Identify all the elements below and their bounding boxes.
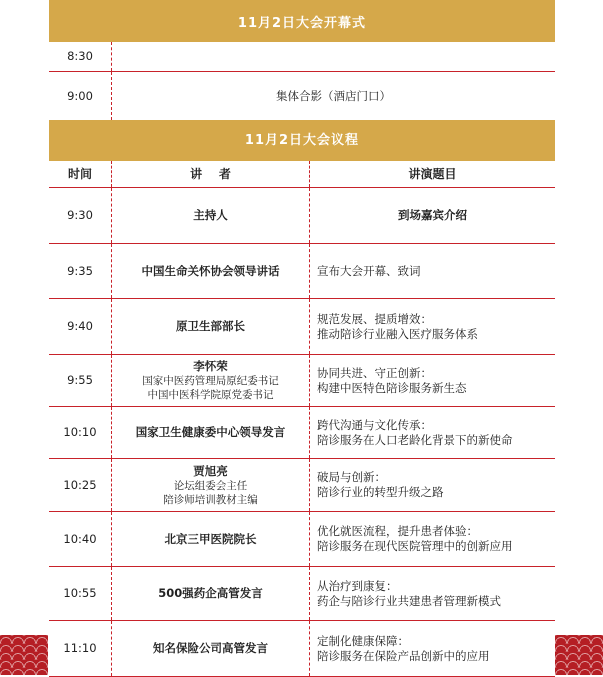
row-time: 10:10 [49, 407, 112, 458]
row-speaker [112, 244, 310, 298]
header-time: 时间 [49, 161, 112, 187]
speaker-title: 国家中医药管理局原纪委书记 [142, 375, 279, 387]
table-header [49, 161, 555, 188]
speaker-name: 李怀荣 [193, 359, 228, 373]
row-topic [310, 567, 555, 620]
topic-line: 陪诊服务在人口老龄化背景下的新使命 [317, 432, 513, 447]
row-time: 9:35 [49, 244, 112, 298]
opening-banner: 11月2日大会开幕式 [49, 0, 555, 42]
row-time: 10:55 [49, 567, 112, 620]
speaker-title: 陪诊师培训教材主编 [163, 493, 258, 506]
topic-line: 协同共进、守正创新： [317, 365, 432, 380]
speaker-name: 北京三甲医院院长 [164, 531, 257, 546]
table-row [49, 512, 555, 567]
speaker-name: 500强药企高管发言 [158, 586, 263, 600]
row-speaker [112, 188, 310, 243]
opening-row [49, 42, 555, 72]
agenda-table [49, 188, 555, 677]
speaker-name: 贾旭亮 [193, 463, 228, 478]
table-row [49, 244, 555, 299]
agenda-document [49, 0, 555, 677]
row-speaker [112, 512, 310, 566]
speaker-title: 论坛组委会主任 [173, 479, 248, 492]
row-topic [310, 621, 555, 676]
topic-line: 优化就医流程，提升患者体验： [317, 524, 478, 538]
row-time: 9:40 [49, 299, 112, 354]
speaker-name: 原卫生部部长 [176, 319, 245, 333]
opening-time: 9:00 [49, 72, 112, 120]
agenda-banner: 11月2日大会议程 [49, 120, 555, 161]
table-row [49, 621, 555, 677]
topic-line: 推动陪诊行业融入医疗服务体系 [317, 326, 478, 341]
topic-line: 到场嘉宾介绍 [398, 208, 467, 222]
topic-line: 定制化健康保障： [317, 633, 409, 648]
table-row [49, 299, 555, 355]
row-topic [310, 459, 555, 511]
row-topic [310, 244, 555, 298]
row-speaker [112, 407, 310, 458]
speaker-name: 中国生命关怀协会领导讲话 [141, 263, 280, 278]
topic-line: 陪诊行业的转型升级之路 [317, 485, 444, 499]
topic-line: 跨代沟通与文化传承： [317, 417, 432, 432]
row-time: 10:40 [49, 512, 112, 566]
topic-line: 构建中医特色陪诊服务新生态 [317, 380, 467, 395]
speaker-name: 主持人 [193, 208, 228, 222]
topic-line: 破局与创新： [317, 470, 386, 484]
opening-content [112, 42, 555, 71]
row-speaker [112, 355, 310, 406]
speaker-title: 中国中医科学院原党委书记 [147, 389, 274, 401]
row-topic [310, 512, 555, 566]
row-time: 9:30 [49, 188, 112, 243]
topic-line: 陪诊服务在保险产品创新中的应用 [317, 648, 490, 663]
speaker-name: 知名保险公司高管发言 [153, 641, 268, 655]
table-row [49, 567, 555, 621]
opening-time: 8:30 [49, 42, 112, 71]
corner-pattern-left [0, 635, 48, 675]
topic-line: 宣布大会开幕、致词 [317, 263, 421, 278]
table-row [49, 459, 555, 512]
opening-row [49, 72, 555, 120]
row-topic [310, 355, 555, 406]
table-row [49, 188, 555, 244]
row-time: 10:25 [49, 459, 112, 511]
row-speaker [112, 459, 310, 511]
row-speaker [112, 299, 310, 354]
table-row [49, 355, 555, 407]
topic-line: 陪诊服务在现代医院管理中的创新应用 [317, 539, 513, 553]
row-speaker [112, 621, 310, 676]
row-topic [310, 299, 555, 354]
row-speaker [112, 567, 310, 620]
row-time: 9:55 [49, 355, 112, 406]
topic-line: 药企与陪诊行业共建患者管理新模式 [317, 593, 501, 608]
table-row [49, 407, 555, 459]
row-topic [310, 188, 555, 243]
topic-line: 从治疗到康复： [317, 578, 398, 593]
row-time: 11:10 [49, 621, 112, 676]
speaker-name: 国家卫生健康委中心领导发言 [135, 425, 286, 439]
opening-content: 集体合影（酒店门口） [276, 88, 391, 103]
topic-line: 规范发展、提质增效： [317, 311, 432, 326]
corner-pattern-right [555, 635, 603, 675]
row-topic [310, 407, 555, 458]
header-topic: 讲演题目 [408, 166, 457, 181]
header-speaker: 讲 者 [112, 161, 310, 187]
